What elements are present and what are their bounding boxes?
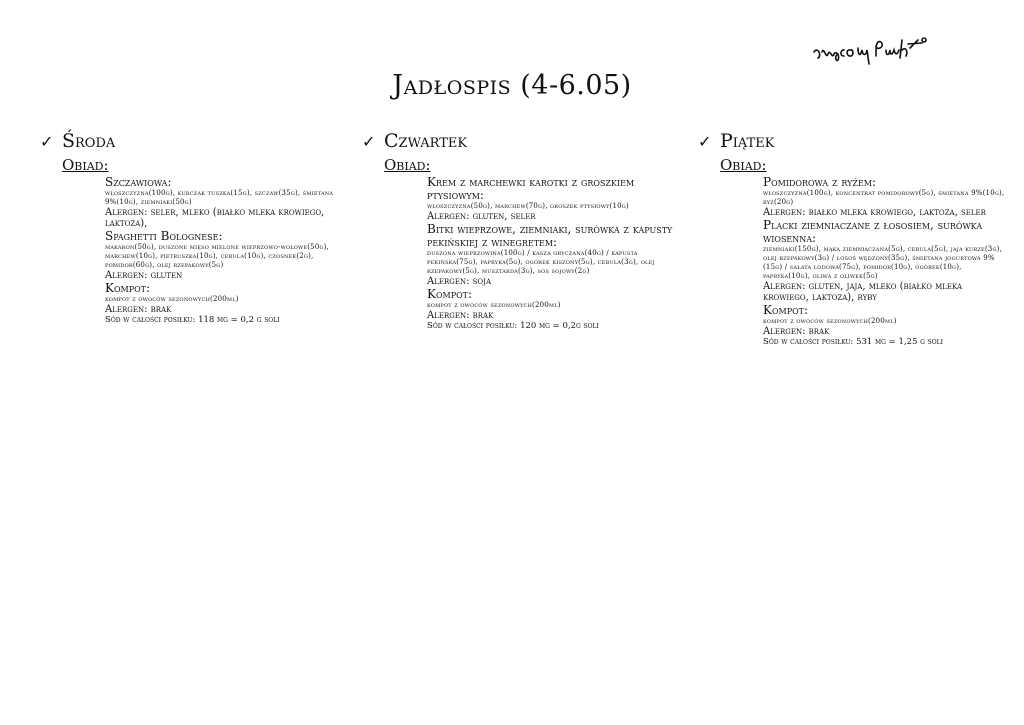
day-title: Środa (62, 130, 116, 152)
smaczny-punkt-logo (812, 28, 964, 70)
logo-signature-icon (812, 28, 964, 70)
dish-allergen: Alergen: seler, mleko (białko mleka krowiego, laktoza), (105, 207, 325, 229)
dish-name: Pomidorowa z ryżem: (763, 175, 877, 189)
dish-ingredients: włoszczyzna(50g), marchew(70g), groszek ptysiowy(10g) (427, 202, 629, 210)
dish-allergen: Alergen: gluten (105, 270, 183, 281)
dish-name: Spaghetti Bolognese: (105, 229, 223, 243)
checkmark-icon: ✓ (698, 132, 712, 151)
dish-allergen: Alergen: brak (427, 310, 494, 321)
dish-name: Szczawiowa: (105, 175, 172, 189)
day-column-piatek (698, 130, 1008, 348)
dish-ingredients: włoszczyzna(100g), koncentrat pomidorowy(5g), śmietana 9%(10g), ryż(20g) (763, 189, 1005, 206)
dish-name: Kompot: (105, 281, 151, 295)
dish-allergen: Alergen: gluten, seler (427, 211, 536, 222)
salt-content: Sód w całości posiłku: 118 mg = 0,2 g soli (105, 315, 280, 325)
dish-ingredients: kompot z owoców sezonowych(200ml) (763, 317, 897, 325)
dish-name: Kompot: (427, 287, 473, 301)
dish-allergen: Alergen: brak (763, 326, 830, 337)
checkmark-icon: ✓ (40, 132, 54, 151)
dish-name: Placki ziemniaczane z łososiem, surówka wiosenna: (763, 218, 983, 245)
salt-content: Sód w całości posiłku: 120 mg = 0,2g soli (427, 321, 599, 331)
dish-ingredients: makaron(50g), duszone mięso mielone wieprzowo-wołowe(50g), marchew(10g), pietruszka(10g), cebula(10g), czosnek(2g), pomidor(60g), olej rzepakowy(5g) (105, 243, 330, 269)
meal-section-title: Obiad: (720, 156, 767, 174)
dish-ingredients: ziemniaki(150g), mąka ziemniaczana(5g), cebula(5g), jaja kurze(3g), olej rzepakowy(3g) / łosoś wędzony(35g), śmietana jogurtowa 9%(15g) / sałata lodowa(75g), pomidor(10g), ogórek(10g), papryka(10g), oliwa z oliwek(5g) (763, 245, 1002, 280)
dish-name: Kompot: (763, 303, 809, 317)
day-column-sroda (40, 130, 340, 326)
dish-allergen: Alergen: białko mleka krowiego, laktoza, seler (763, 207, 986, 218)
dish-allergen: Alergen: gluten, jaja, mleko (białko mleka krowiego, laktoza), ryby (763, 281, 963, 303)
dish-ingredients: duszona wieprzowina(100g) / kasza gryczana(40g) / kapusta pekińska(75g), papryka(5g), ogórek kiszony(5g), cebula(3g), olej rzepakowy(5g), musztarda(3g), sos sojowy(2g) (427, 249, 655, 275)
day-column-czwartek (362, 130, 687, 332)
page-title: Jadłospis (4-6.05) (392, 70, 632, 101)
salt-content: Sód w całości posiłku: 531 mg = 1,25 g soli (763, 337, 943, 347)
checkmark-icon: ✓ (362, 132, 376, 151)
day-title: Piątek (720, 130, 775, 152)
meal-section-title: Obiad: (384, 156, 431, 174)
dish-ingredients: kompot z owoców sezonowych(200ml) (427, 301, 561, 309)
dish-allergen: Alergen: brak (105, 304, 172, 315)
dish-ingredients: kompot z owoców sezonowych(200ml) (105, 295, 239, 303)
meal-section-title: Obiad: (62, 156, 109, 174)
dish-ingredients: włoszczyzna(100g), kurczak tuszka(15g), szczaw(35g), śmietana 9%(10g), ziemniaki(50g) (105, 189, 334, 206)
dish-allergen: Alergen: soja (427, 276, 492, 287)
dish-name: Bitki wieprzowe, ziemniaki, surówka z kapusty pekińskiej z winegretem: (427, 222, 673, 249)
dish-name: Krem z marchewki karotki z groszkiem ptysiowym: (427, 175, 635, 202)
day-title: Czwartek (384, 130, 468, 152)
